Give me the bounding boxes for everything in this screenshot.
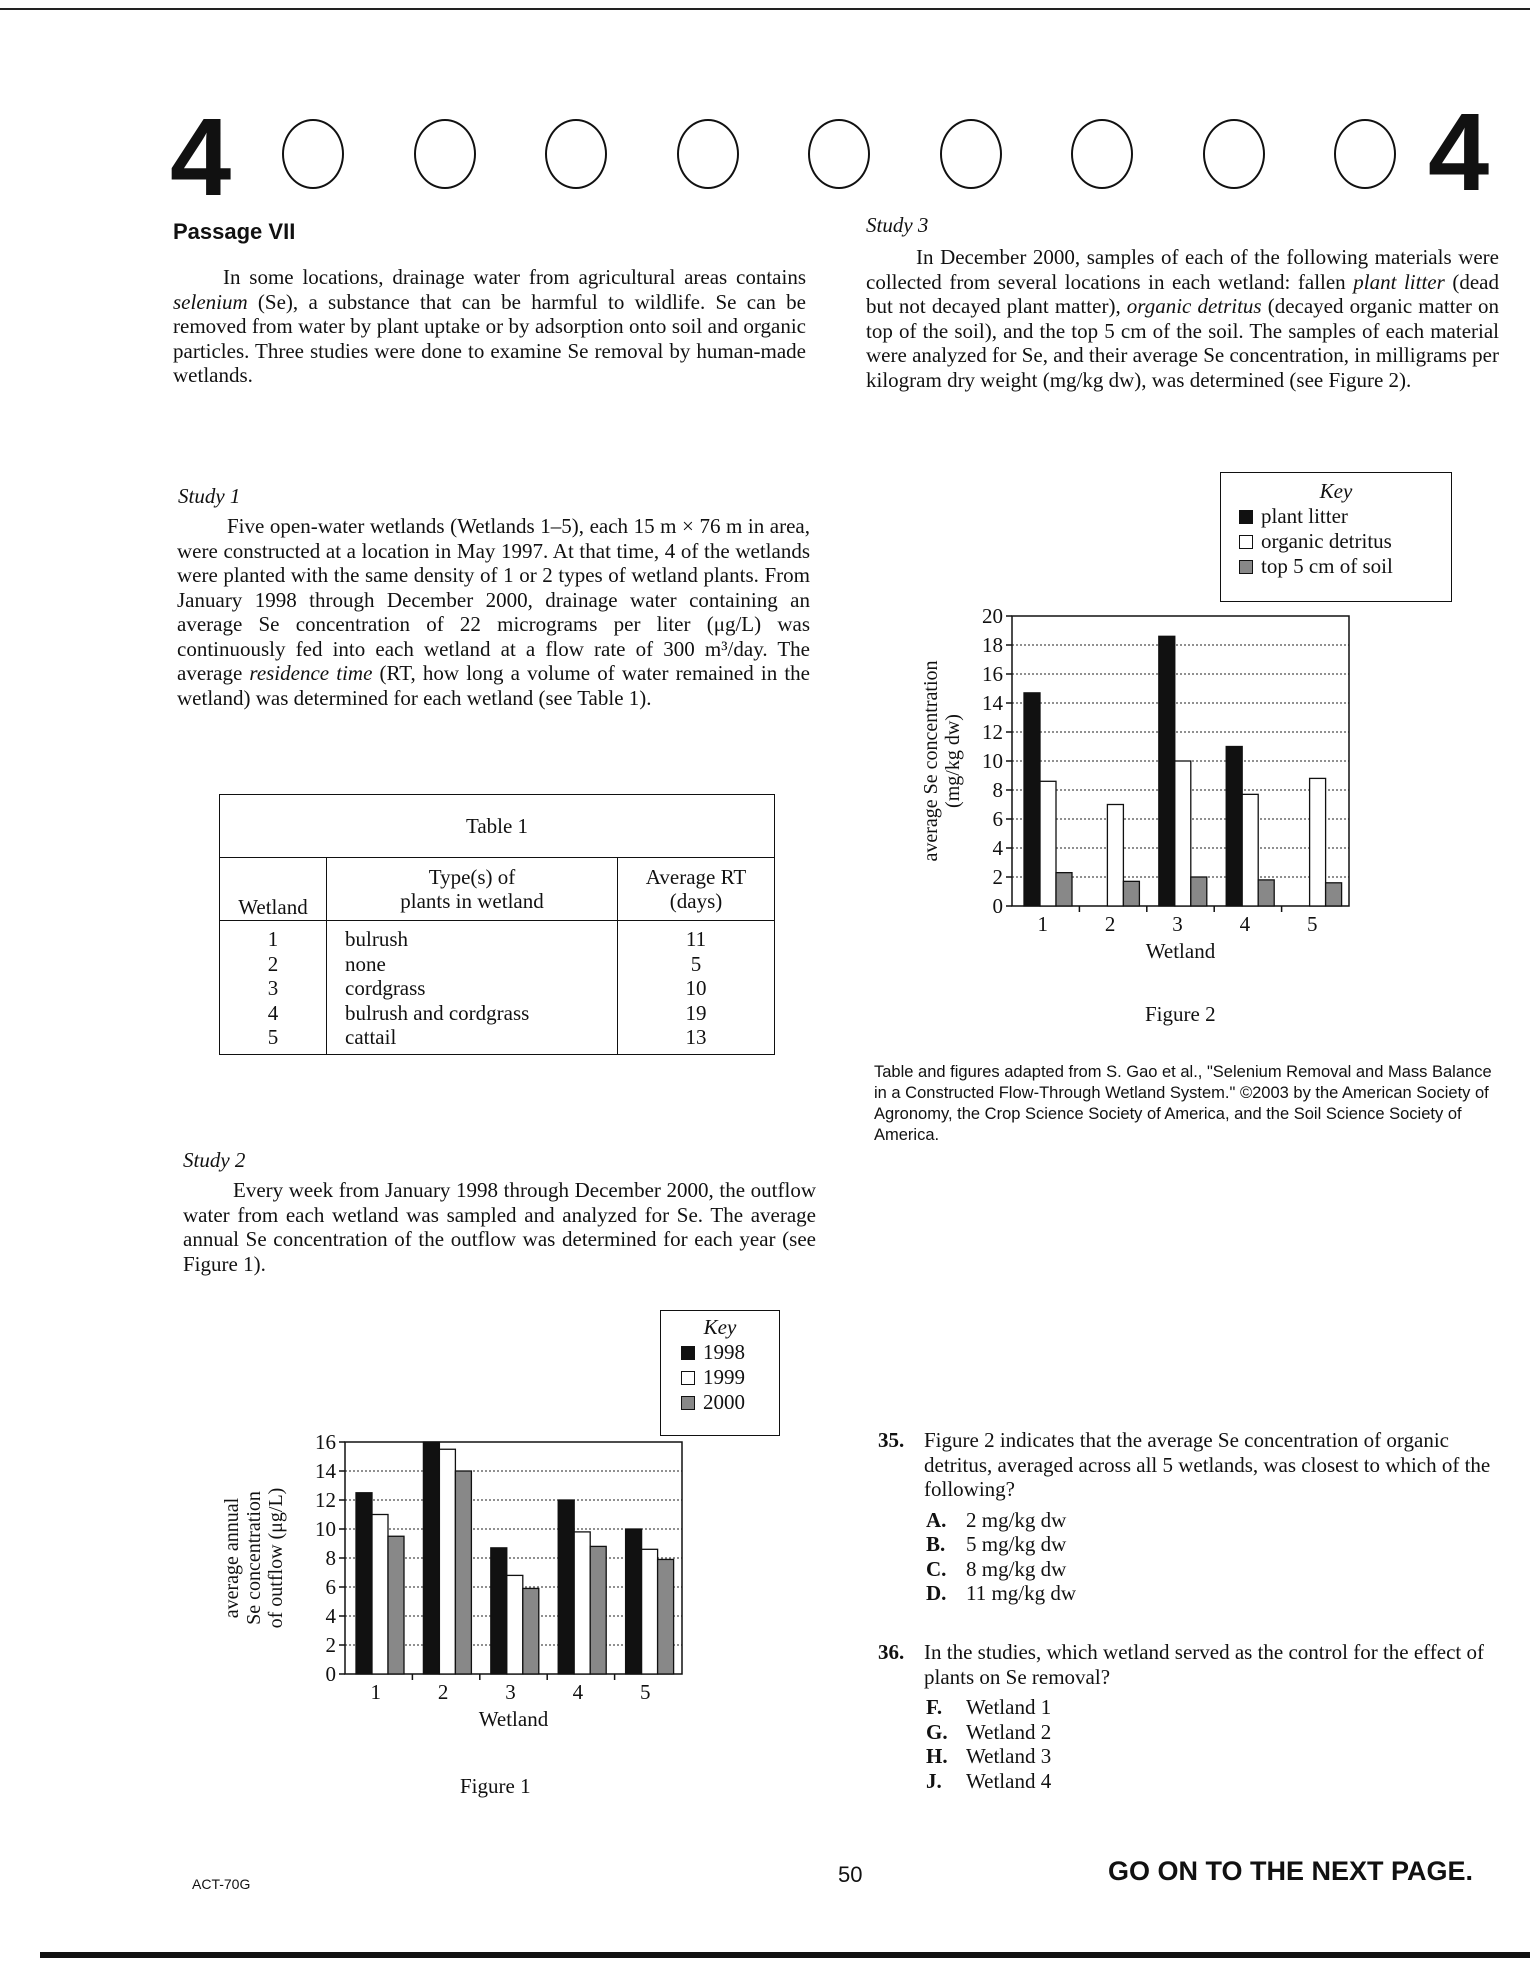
answer-text: Wetland 2: [966, 1719, 1052, 1744]
y-tick-label: 18: [982, 633, 1003, 657]
x-tick-label: 4: [572, 1680, 584, 1704]
y-tick-label: 14: [315, 1459, 336, 1483]
table-1-rt-cells: 11 5 10 19 13: [618, 921, 775, 1055]
bar-white: [574, 1532, 590, 1674]
header-circle: [808, 119, 870, 189]
black-swatch: [681, 1346, 695, 1360]
answer-option[interactable]: [926, 1720, 1510, 1745]
white-swatch: [681, 1371, 695, 1385]
figure-2-legend-title: Key: [1319, 479, 1353, 503]
figure-2-legend-item: top 5 cm of soil: [1239, 554, 1451, 579]
x-axis-label: Wetland: [1145, 939, 1216, 963]
y-tick-label: 2: [992, 865, 1003, 889]
bar-white: [1175, 761, 1191, 906]
bar-white: [507, 1575, 523, 1674]
figure-2-legend: [1220, 472, 1452, 602]
bar-white: [439, 1449, 455, 1674]
y-tick-label: 20: [982, 604, 1003, 628]
answer-option[interactable]: [926, 1532, 1510, 1557]
y-tick-label: 2: [325, 1633, 336, 1657]
question-35: [878, 1428, 1510, 1606]
answer-letter: H.: [926, 1744, 948, 1768]
header-circle: [940, 119, 1002, 189]
source-credit: Table and figures adapted from S. Gao et al., "Selenium Removal and Mass Balance in a Constructed Flow-Through Wetland System." ©2003 by the American Society of Agronomy, the Crop Science Society of America, and the Soil Science Society of America.: [874, 1063, 1492, 1144]
answer-option[interactable]: [926, 1695, 1510, 1720]
bar-black: [626, 1529, 642, 1674]
bar-black: [558, 1500, 574, 1674]
answer-letter: A.: [926, 1507, 947, 1532]
y-axis-label: average Se concentration: [920, 660, 942, 862]
y-tick-label: 10: [982, 749, 1003, 773]
study3-heading: Study 3: [866, 213, 929, 237]
y-tick-label: 12: [982, 720, 1003, 744]
y-tick-label: 8: [325, 1546, 336, 1570]
question-text: In the studies, which wetland served as the control for the effect of plants on Se removal?: [924, 1640, 1485, 1689]
x-tick-label: 5: [1307, 912, 1318, 936]
answer-text: Wetland 1: [966, 1695, 1052, 1719]
bar-gray: [1056, 873, 1072, 906]
bar-black: [356, 1493, 372, 1674]
table-1-header-plants: Type(s) of plants in wetland: [327, 858, 618, 921]
figure-1-legend-item: 1999: [681, 1365, 779, 1390]
y-tick-label: 14: [982, 691, 1003, 715]
question-36: [878, 1640, 1510, 1793]
bar-gray: [1326, 883, 1342, 906]
table-1-header-wetland: Wetland: [220, 858, 327, 921]
y-tick-label: 4: [992, 836, 1003, 860]
y-tick-label: 10: [315, 1517, 336, 1541]
figure-1-chart: [210, 1430, 810, 1750]
section-number-left: 4: [170, 96, 232, 219]
bar-gray: [1123, 881, 1139, 906]
bar-white: [1242, 794, 1258, 906]
bar-white: [1310, 778, 1326, 906]
header-circle: [282, 119, 344, 189]
y-tick-label: 6: [325, 1575, 336, 1599]
bar-white: [372, 1515, 388, 1675]
x-tick-label: 1: [370, 1680, 381, 1704]
figure-2-caption: Figure 2: [1145, 1002, 1216, 1026]
x-tick-label: 5: [640, 1680, 651, 1704]
y-axis-label: average annual: [221, 1497, 243, 1619]
figure-1-legend-item: 2000: [681, 1390, 779, 1415]
bar-black: [491, 1548, 507, 1674]
bar-white: [642, 1549, 658, 1674]
gray-swatch: [1239, 560, 1253, 574]
answer-text: 2 mg/kg dw: [966, 1507, 1067, 1532]
black-swatch: [1239, 510, 1253, 524]
bar-black: [423, 1442, 439, 1674]
x-tick-label: 3: [1172, 912, 1183, 936]
y-tick-label: 16: [315, 1430, 336, 1454]
answer-option[interactable]: [926, 1581, 1510, 1606]
bar-black: [1226, 747, 1242, 907]
x-tick-label: 1: [1037, 912, 1048, 936]
question-number: 36.: [878, 1640, 905, 1664]
header-circle: [1203, 119, 1265, 189]
study2-text: Every week from January 1998 through December 2000, the outflow water from each wetland was sampled and analyzed for Se. The average annual Se concentration of the outflow was determined for each year (see Figure 1).: [183, 1178, 816, 1276]
figure-1-caption: Figure 1: [460, 1774, 531, 1798]
answer-text: Wetland 3: [966, 1744, 1052, 1768]
question-stem: [878, 1640, 1510, 1689]
y-tick-label: 8: [992, 778, 1003, 802]
form-code: ACT-70G: [192, 1876, 251, 1892]
bar-gray: [1258, 880, 1274, 906]
figure-2-chart: [900, 598, 1470, 978]
header-circle: [1071, 119, 1133, 189]
table-1-header-rt: Average RT (days): [618, 858, 775, 921]
bottom-rule: [40, 1952, 1530, 1958]
y-tick-label: 12: [315, 1488, 336, 1512]
answer-option[interactable]: [926, 1557, 1510, 1582]
y-tick-label: 16: [982, 662, 1003, 686]
next-page-notice: GO ON TO THE NEXT PAGE.: [1108, 1856, 1474, 1886]
answer-text: 5 mg/kg dw: [966, 1532, 1067, 1556]
study1-heading: Study 1: [178, 484, 241, 508]
answer-letter: B.: [926, 1532, 946, 1556]
section-number-right: 4: [1428, 91, 1490, 214]
question-stem: [878, 1428, 1510, 1502]
answer-option[interactable]: [926, 1744, 1510, 1769]
answer-option[interactable]: [926, 1769, 1510, 1794]
bar-white: [1107, 805, 1123, 907]
figure-2-legend-item: organic detritus: [1239, 529, 1451, 554]
bar-gray: [658, 1559, 674, 1674]
study1-text: Five open-water wetlands (Wetlands 1–5), each 15 m × 76 m in area, were constructed at a location in May 1997. At that time, 4 of the wetlands were planted with the same density of 1 or 2 types of wetland plants. From January 1998 through December 2000, drainage water containing an average Se concentration of 22 micrograms per liter (μg/L) was continuously fed into each wetland at a flow rate of 300 m³/day. The average residence time (RT, how long a volume of water remained in the wetland) was determined for each wetland (see Table 1).: [177, 514, 811, 710]
x-axis-label: Wetland: [478, 1707, 549, 1731]
bar-gray: [1191, 877, 1207, 906]
answer-letter: C.: [926, 1556, 947, 1581]
top-rule: [0, 8, 1530, 10]
passage-title: Passage VII: [173, 219, 296, 244]
bar-gray: [388, 1536, 404, 1674]
question-text: Figure 2 indicates that the average Se concentration of organic detritus, averaged across all 5 wetlands, was closest to which of the following?: [924, 1428, 1491, 1501]
y-axis-label: of outflow (μg/L): [265, 1487, 287, 1629]
table-1-wetland-cells: 1 2 3 4 5: [220, 921, 327, 1055]
bar-gray: [590, 1546, 606, 1674]
y-axis-label: (mg/kg dw): [942, 714, 964, 808]
y-tick-label: 0: [992, 894, 1003, 918]
study3-text: In December 2000, samples of each of the following materials were collected from several locations in each wetland: fallen plant litter (dead but not decayed plant matter), organic detritus (decayed organic matter on top of the soil), and the top 5 cm of the soil. The samples of each material were analyzed for Se, and their average Se concentration, in milligrams per kilogram dry weight (mg/kg dw), was determined (see Figure 2).: [866, 245, 1500, 392]
y-tick-label: 4: [325, 1604, 336, 1628]
answer-text: Wetland 4: [966, 1768, 1052, 1793]
table-1: [219, 794, 775, 1055]
bar-black: [1024, 693, 1040, 906]
passage-intro: In some locations, drainage water from agricultural areas contains selenium (Se), a substance that can be harmful to wildlife. Se can be removed from water by plant uptake or by adsorption onto soil and organic particles. Three studies were done to examine Se removal by human-made wetlands.: [173, 265, 806, 387]
bar-white: [1040, 781, 1056, 906]
header-circle: [545, 119, 607, 189]
header-circle: [1334, 119, 1396, 189]
table-1-title: Table 1: [220, 795, 775, 858]
x-tick-label: 4: [1239, 912, 1251, 936]
answer-letter: D.: [926, 1581, 947, 1605]
answer-letter: J.: [926, 1768, 942, 1793]
page-number: 50: [838, 1862, 863, 1887]
header-circle: [414, 119, 476, 189]
figure-2-legend-item: plant litter: [1239, 504, 1451, 529]
x-tick-label: 3: [505, 1680, 516, 1704]
y-axis-label: Se concentration: [243, 1491, 265, 1625]
question-number: 35.: [878, 1428, 905, 1452]
answer-letter: F.: [926, 1695, 943, 1719]
figure-1-legend-title: Key: [703, 1315, 737, 1339]
bar-gray: [455, 1471, 471, 1674]
study2-heading: Study 2: [183, 1148, 246, 1172]
x-tick-label: 2: [1104, 912, 1116, 936]
header-circle: [677, 119, 739, 189]
bar-black: [1159, 636, 1175, 906]
gray-swatch: [681, 1396, 695, 1410]
x-tick-label: 2: [437, 1680, 449, 1704]
figure-1-legend: [660, 1310, 780, 1436]
answer-text: 11 mg/kg dw: [966, 1581, 1077, 1605]
answer-text: 8 mg/kg dw: [966, 1556, 1067, 1581]
table-1-plant-cells: bulrush none cordgrass bulrush and cordgrass cattail: [327, 921, 618, 1055]
answer-letter: G.: [926, 1719, 948, 1744]
answer-option[interactable]: [926, 1508, 1510, 1533]
white-swatch: [1239, 535, 1253, 549]
figure-1-legend-item: 1998: [681, 1340, 779, 1365]
bar-gray: [523, 1588, 539, 1674]
y-tick-label: 0: [325, 1662, 336, 1686]
y-tick-label: 6: [992, 807, 1003, 831]
